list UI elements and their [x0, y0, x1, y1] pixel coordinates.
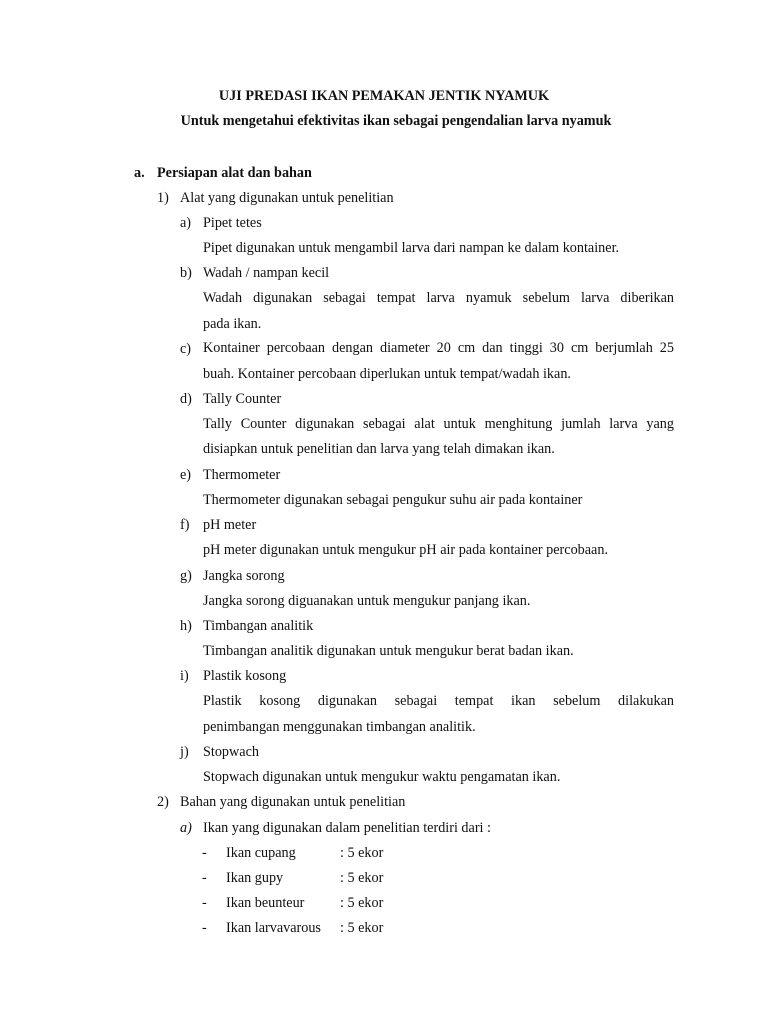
- part2-marker: 2): [157, 794, 169, 810]
- material-a-marker: a): [180, 820, 192, 836]
- tool-i-marker: i): [180, 668, 189, 684]
- fish-name: Ikan cupang: [226, 845, 296, 861]
- tool-d-desc-line2: disiapkan untuk penelitian dan larva yang telah dimakan ikan.: [203, 441, 555, 457]
- tool-a-name: Pipet tetes: [203, 215, 262, 231]
- tool-b-name: Wadah / nampan kecil: [203, 265, 330, 281]
- document-title: UJI PREDASI IKAN PEMAKAN JENTIK NYAMUK: [218, 88, 550, 104]
- tool-a-desc: Pipet digunakan untuk mengambil larva dari nampan ke dalam kontainer.: [203, 240, 620, 256]
- tool-b-marker: b): [180, 265, 192, 281]
- list-bullet: -: [202, 895, 207, 911]
- fish-name: Ikan beunteur: [226, 895, 305, 911]
- tool-h-name: Timbangan analitik: [203, 618, 314, 634]
- tool-i-desc-line2: penimbangan menggunakan timbangan analitik.: [203, 719, 476, 735]
- list-bullet: -: [202, 845, 207, 861]
- tool-c-name-line1: Kontainer percobaan dengan diameter 20 cm dan tinggi 30 cm berjumlah 25: [203, 340, 674, 356]
- section-a-heading: Persiapan alat dan bahan: [157, 165, 312, 181]
- tool-f-name: pH meter: [203, 517, 257, 533]
- material-a-intro: Ikan yang digunakan dalam penelitian terdiri dari :: [203, 820, 491, 836]
- tool-a-marker: a): [180, 215, 192, 231]
- tool-f-marker: f): [180, 517, 190, 533]
- fish-count: : 5 ekor: [340, 920, 384, 936]
- tool-j-desc: Stopwach digunakan untuk mengukur waktu pengamatan ikan.: [203, 769, 561, 785]
- tool-g-name: Jangka sorong: [203, 568, 285, 584]
- tool-i-name: Plastik kosong: [203, 668, 287, 684]
- fish-name: Ikan gupy: [226, 870, 284, 886]
- tool-g-marker: g): [180, 568, 192, 584]
- tool-d-name: Tally Counter: [203, 391, 282, 407]
- tool-j-marker: j): [180, 744, 189, 760]
- tool-d-desc-line1: Tally Counter digunakan sebagai alat untuk menghitung jumlah larva yang: [203, 416, 674, 432]
- tool-b-desc-line2: pada ikan.: [203, 316, 262, 332]
- tool-c-marker: c): [180, 341, 192, 357]
- document-subtitle: Untuk mengetahui efektivitas ikan sebagai pengendalian larva nyamuk: [180, 113, 612, 129]
- list-bullet: -: [202, 870, 207, 886]
- tool-b-desc-line1: Wadah digunakan sebagai tempat larva nyamuk sebelum larva diberikan: [203, 290, 674, 306]
- tool-e-desc: Thermometer digunakan sebagai pengukur suhu air pada kontainer: [203, 492, 583, 508]
- list-bullet: -: [202, 920, 207, 936]
- part1-marker: 1): [157, 190, 169, 206]
- tool-e-name: Thermometer: [203, 467, 281, 483]
- tool-h-desc: Timbangan analitik digunakan untuk mengukur berat badan ikan.: [203, 643, 574, 659]
- tool-d-marker: d): [180, 391, 192, 407]
- tool-f-desc: pH meter digunakan untuk mengukur pH air pada kontainer percobaan.: [203, 542, 608, 558]
- fish-count: : 5 ekor: [340, 895, 384, 911]
- section-a-marker: a.: [134, 165, 145, 181]
- part2-heading: Bahan yang digunakan untuk penelitian: [180, 794, 406, 810]
- tool-h-marker: h): [180, 618, 192, 634]
- fish-count: : 5 ekor: [340, 870, 384, 886]
- tool-g-desc: Jangka sorong diguanakan untuk mengukur panjang ikan.: [203, 593, 531, 609]
- tool-j-name: Stopwach: [203, 744, 259, 760]
- part1-heading: Alat yang digunakan untuk penelitian: [180, 190, 394, 206]
- fish-name: Ikan larvavarous: [226, 920, 321, 936]
- tool-e-marker: e): [180, 467, 192, 483]
- fish-count: : 5 ekor: [340, 845, 384, 861]
- tool-c-name-line2: buah. Kontainer percobaan diperlukan untuk tempat/wadah ikan.: [203, 366, 571, 382]
- tool-i-desc-line1: Plastik kosong digunakan sebagai tempat ikan sebelum dilakukan: [203, 693, 674, 709]
